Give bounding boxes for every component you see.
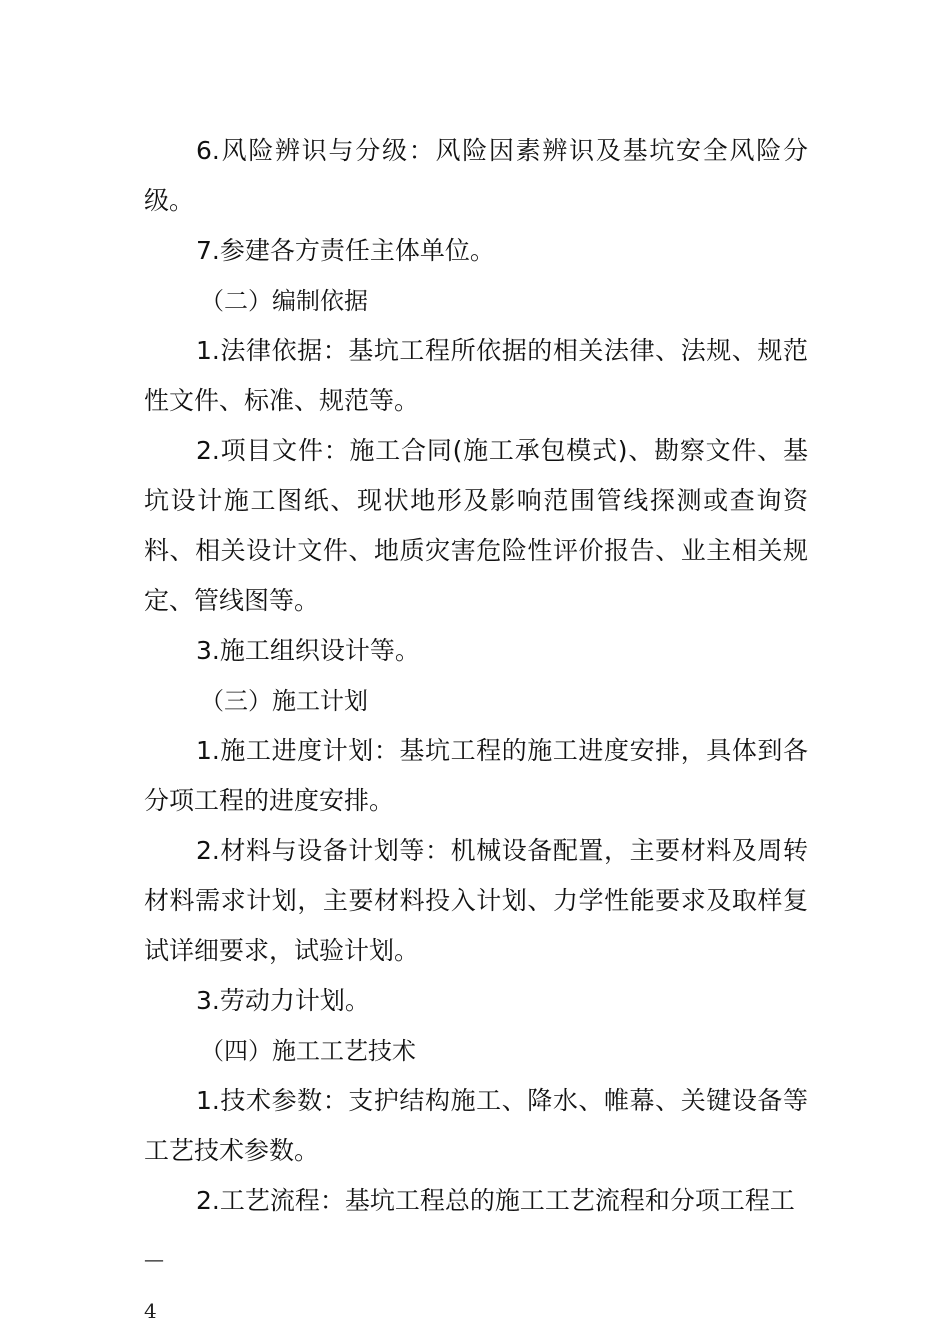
page-number: 4 [144, 1299, 157, 1323]
paragraph-risk-identification: 6.风险辨识与分级：风险因素辨识及基坑安全风险分级。 [144, 136, 808, 215]
footer-dash: — [144, 1247, 164, 1271]
section-heading-technology: （四）施工工艺技术 [200, 1037, 416, 1065]
paragraph-technical-parameters: 1.技术参数：支护结构施工、降水、帷幕、关键设备等工艺技术参数。 [144, 1086, 808, 1165]
paragraph-labor-plan: 3.劳动力计划。 [196, 986, 370, 1015]
paragraph-responsible-parties: 7.参建各方责任主体单位。 [196, 236, 495, 265]
paragraph-process-flow: 2.工艺流程：基坑工程总的施工工艺流程和分项工程工 [196, 1186, 795, 1215]
paragraph-legal-basis: 1.法律依据：基坑工程所依据的相关法律、法规、规范性文件、标准、规范等。 [144, 336, 808, 415]
paragraph-schedule-plan: 1.施工进度计划：基坑工程的施工进度安排，具体到各分项工程的进度安排。 [144, 736, 808, 815]
paragraph-project-files: 2.项目文件：施工合同(施工承包模式)、勘察文件、基坑设计施工图纸、现状地形及影响范围管线探测或查询资料、相关设计文件、地质灾害危险性评价报告、业主相关规定、管线图等。 [144, 436, 808, 615]
paragraph-construction-design: 3.施工组织设计等。 [196, 636, 420, 665]
document-body [144, 126, 808, 1226]
paragraph-material-equipment-plan: 2.材料与设备计划等：机械设备配置，主要材料及周转材料需求计划，主要材料投入计划、力学性能要求及取样复试详细要求，试验计划。 [144, 836, 808, 965]
section-heading-plan: （三）施工计划 [200, 687, 368, 715]
section-heading-basis: （二）编制依据 [200, 287, 368, 315]
